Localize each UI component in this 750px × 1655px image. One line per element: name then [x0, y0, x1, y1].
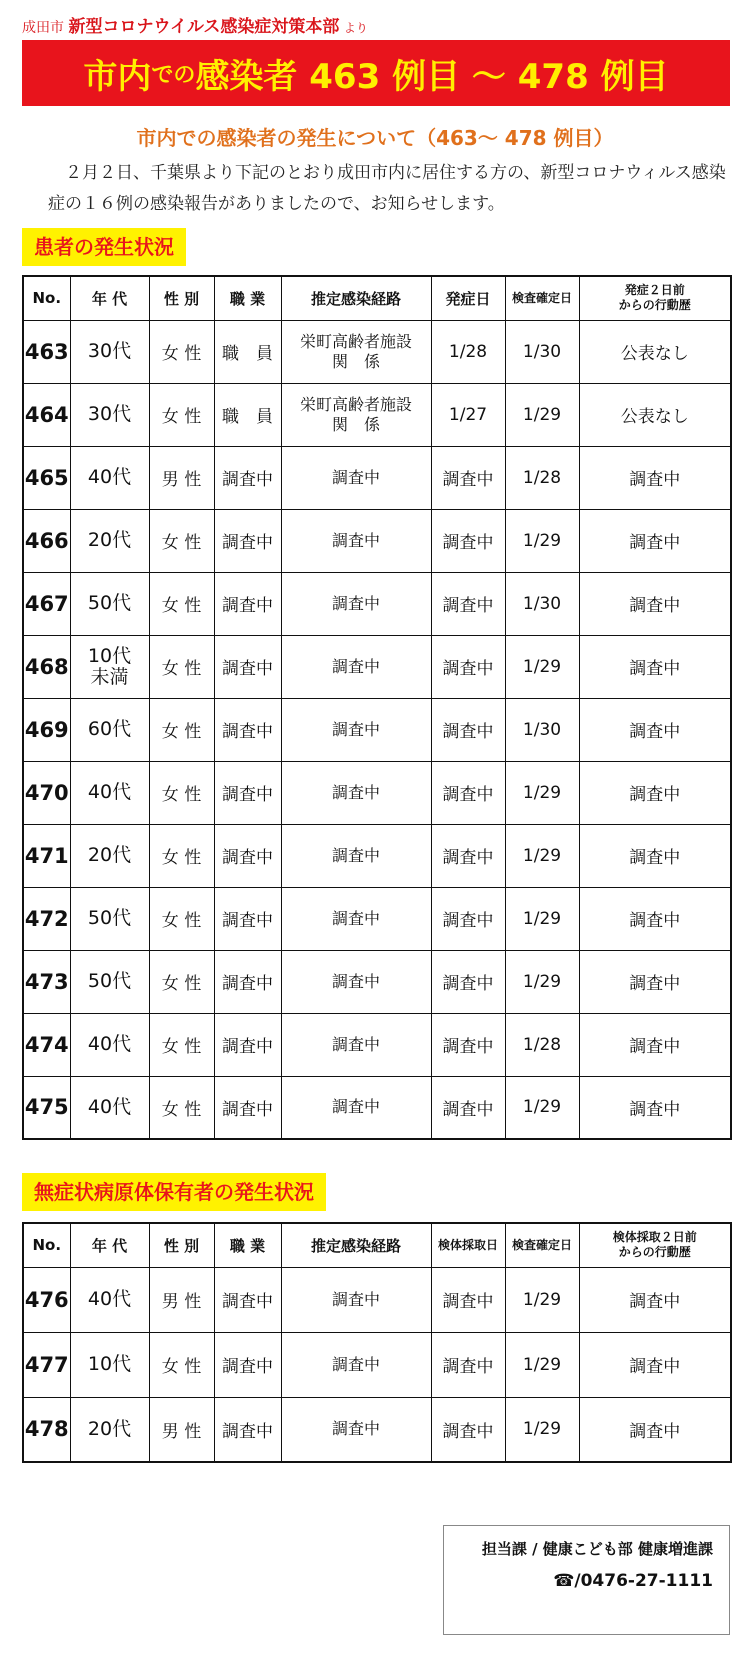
- sex-cell: 女 性: [149, 1332, 214, 1397]
- contact-tel: ☎/0476-27-1111: [553, 1571, 713, 1591]
- table-row: [23, 824, 731, 887]
- job-cell: 調査中: [214, 446, 281, 509]
- title-banner: [22, 40, 730, 106]
- column-header: 検査確定日: [505, 1223, 579, 1267]
- column-header: 推定感染経路: [281, 276, 431, 320]
- table-row: [23, 950, 731, 1013]
- job-cell: 調査中: [214, 698, 281, 761]
- route-cell: 調査中: [281, 572, 431, 635]
- route-cell: 調査中: [281, 635, 431, 698]
- table-row: [23, 383, 731, 446]
- history-cell: 調査中: [579, 1267, 731, 1332]
- job-cell: 調査中: [214, 950, 281, 1013]
- route-cell: 調査中: [281, 1332, 431, 1397]
- column-header: 検体採取２日前 からの行動歴: [579, 1223, 731, 1267]
- case-number: 470: [23, 761, 70, 824]
- confirmed-cell: 1/29: [505, 1332, 579, 1397]
- header-city: 成田市: [22, 20, 64, 36]
- history-cell: 調査中: [579, 761, 731, 824]
- age-cell: 50代: [70, 572, 149, 635]
- confirmed-cell: 1/29: [505, 1267, 579, 1332]
- job-cell: 調査中: [214, 635, 281, 698]
- banner-part3: 感染者 463 例目 ～ 478 例目: [195, 56, 669, 97]
- confirmed-cell: 1/29: [505, 635, 579, 698]
- route-cell: 栄町高齢者施設 関 係: [281, 383, 431, 446]
- route-cell: 調査中: [281, 887, 431, 950]
- confirmed-cell: 1/30: [505, 698, 579, 761]
- onset-cell: 調査中: [431, 824, 505, 887]
- onset-cell: 調査中: [431, 509, 505, 572]
- age-cell: 10代: [70, 1332, 149, 1397]
- subtitle: 市内での感染者の発生について（463～ 478 例目）: [136, 126, 614, 150]
- table-row: [23, 1332, 731, 1397]
- history-cell: 調査中: [579, 698, 731, 761]
- column-header: 年 代: [70, 276, 149, 320]
- case-number: 471: [23, 824, 70, 887]
- history-cell: 調査中: [579, 950, 731, 1013]
- case-number: 474: [23, 1013, 70, 1076]
- confirmed-cell: 1/29: [505, 824, 579, 887]
- route-cell: 調査中: [281, 698, 431, 761]
- age-cell: 40代: [70, 1013, 149, 1076]
- column-header: 検査確定日: [505, 276, 579, 320]
- job-cell: 調査中: [214, 1397, 281, 1462]
- sex-cell: 女 性: [149, 320, 214, 383]
- age-cell: 60代: [70, 698, 149, 761]
- sex-cell: 女 性: [149, 698, 214, 761]
- case-number: 473: [23, 950, 70, 1013]
- confirmed-cell: 1/29: [505, 887, 579, 950]
- column-header: No.: [23, 1223, 70, 1267]
- confirmed-cell: 1/29: [505, 383, 579, 446]
- case-number: 477: [23, 1332, 70, 1397]
- sex-cell: 男 性: [149, 1267, 214, 1332]
- sex-cell: 女 性: [149, 509, 214, 572]
- confirmed-cell: 1/29: [505, 1397, 579, 1462]
- history-cell: 調査中: [579, 509, 731, 572]
- age-cell: 40代: [70, 761, 149, 824]
- route-cell: 調査中: [281, 1397, 431, 1462]
- job-cell: 調査中: [214, 1267, 281, 1332]
- history-cell: 調査中: [579, 635, 731, 698]
- table-row: [23, 761, 731, 824]
- age-cell: 20代: [70, 509, 149, 572]
- table-row: [23, 698, 731, 761]
- job-cell: 調査中: [214, 1013, 281, 1076]
- header-hq: 新型コロナウイルス感染症対策本部: [68, 17, 340, 37]
- route-cell: 調査中: [281, 1267, 431, 1332]
- confirmed-cell: 1/29: [505, 761, 579, 824]
- history-cell: 調査中: [579, 1397, 731, 1462]
- onset-cell: 調査中: [431, 698, 505, 761]
- onset-cell: 調査中: [431, 761, 505, 824]
- age-cell: 30代: [70, 320, 149, 383]
- history-cell: 調査中: [579, 824, 731, 887]
- table-row: [23, 572, 731, 635]
- table-header-row: [23, 1223, 731, 1267]
- column-header: 性 別: [149, 276, 214, 320]
- banner-part1: 市内: [83, 56, 152, 97]
- case-number: 463: [23, 320, 70, 383]
- job-cell: 調査中: [214, 761, 281, 824]
- confirmed-cell: 1/29: [505, 950, 579, 1013]
- column-header: 職 業: [214, 1223, 281, 1267]
- history-cell: 公表なし: [579, 383, 731, 446]
- sex-cell: 男 性: [149, 1397, 214, 1462]
- job-cell: 調査中: [214, 572, 281, 635]
- column-header: 推定感染経路: [281, 1223, 431, 1267]
- case-number: 465: [23, 446, 70, 509]
- case-number: 464: [23, 383, 70, 446]
- table-row: [23, 635, 731, 698]
- history-cell: 公表なし: [579, 320, 731, 383]
- route-cell: 栄町高齢者施設 関 係: [281, 320, 431, 383]
- onset-cell: 調査中: [431, 1076, 505, 1139]
- column-header: 職 業: [214, 276, 281, 320]
- table-row: [23, 1013, 731, 1076]
- sex-cell: 女 性: [149, 824, 214, 887]
- table-row: [23, 1267, 731, 1332]
- confirmed-cell: 1/29: [505, 1076, 579, 1139]
- table-row: [23, 446, 731, 509]
- job-cell: 調査中: [214, 1076, 281, 1139]
- table-row: [23, 1397, 731, 1462]
- history-cell: 調査中: [579, 446, 731, 509]
- case-number: 467: [23, 572, 70, 635]
- onset-cell: 調査中: [431, 1267, 505, 1332]
- patients-label: 患者の発生状況: [22, 228, 186, 266]
- column-header: 年 代: [70, 1223, 149, 1267]
- case-number: 469: [23, 698, 70, 761]
- job-cell: 調査中: [214, 1332, 281, 1397]
- job-cell: 職 員: [214, 320, 281, 383]
- column-header: 検体採取日: [431, 1223, 505, 1267]
- route-cell: 調査中: [281, 950, 431, 1013]
- history-cell: 調査中: [579, 1332, 731, 1397]
- onset-cell: 1/27: [431, 383, 505, 446]
- header-line: [22, 12, 368, 37]
- sex-cell: 女 性: [149, 383, 214, 446]
- table-row: [23, 887, 731, 950]
- sex-cell: 女 性: [149, 887, 214, 950]
- onset-cell: 調査中: [431, 635, 505, 698]
- route-cell: 調査中: [281, 1076, 431, 1139]
- contact-box: [443, 1525, 730, 1635]
- sex-cell: 女 性: [149, 1076, 214, 1139]
- route-cell: 調査中: [281, 824, 431, 887]
- onset-cell: 調査中: [431, 1397, 505, 1462]
- case-number: 478: [23, 1397, 70, 1462]
- route-cell: 調査中: [281, 509, 431, 572]
- header-yori: より: [343, 21, 368, 35]
- age-cell: 20代: [70, 824, 149, 887]
- age-cell: 10代 未満: [70, 635, 149, 698]
- column-header: 発症２日前 からの行動歴: [579, 276, 731, 320]
- onset-cell: 調査中: [431, 1332, 505, 1397]
- confirmed-cell: 1/28: [505, 1013, 579, 1076]
- confirmed-cell: 1/30: [505, 572, 579, 635]
- history-cell: 調査中: [579, 572, 731, 635]
- table-row: [23, 509, 731, 572]
- case-number: 468: [23, 635, 70, 698]
- onset-cell: 調査中: [431, 1013, 505, 1076]
- route-cell: 調査中: [281, 761, 431, 824]
- sex-cell: 男 性: [149, 446, 214, 509]
- job-cell: 調査中: [214, 824, 281, 887]
- age-cell: 30代: [70, 383, 149, 446]
- asymptomatic-table: [22, 1222, 732, 1463]
- patients-table: [22, 275, 732, 1140]
- case-number: 476: [23, 1267, 70, 1332]
- contact-dept: 担当課 / 健康こども部 健康増進課: [481, 1540, 713, 1558]
- asymptomatic-label: 無症状病原体保有者の発生状況: [22, 1173, 326, 1211]
- table-row: [23, 1076, 731, 1139]
- sex-cell: 女 性: [149, 572, 214, 635]
- table-header-row: [23, 276, 731, 320]
- onset-cell: 調査中: [431, 446, 505, 509]
- column-header: No.: [23, 276, 70, 320]
- age-cell: 40代: [70, 1267, 149, 1332]
- job-cell: 調査中: [214, 887, 281, 950]
- job-cell: 調査中: [214, 509, 281, 572]
- case-number: 475: [23, 1076, 70, 1139]
- onset-cell: 調査中: [431, 572, 505, 635]
- onset-cell: 1/28: [431, 320, 505, 383]
- column-header: 発症日: [431, 276, 505, 320]
- onset-cell: 調査中: [431, 887, 505, 950]
- age-cell: 40代: [70, 446, 149, 509]
- job-cell: 職 員: [214, 383, 281, 446]
- sex-cell: 女 性: [149, 761, 214, 824]
- banner-part2: での: [151, 62, 196, 88]
- case-number: 466: [23, 509, 70, 572]
- route-cell: 調査中: [281, 1013, 431, 1076]
- onset-cell: 調査中: [431, 950, 505, 1013]
- history-cell: 調査中: [579, 1076, 731, 1139]
- sex-cell: 女 性: [149, 950, 214, 1013]
- history-cell: 調査中: [579, 1013, 731, 1076]
- column-header: 性 別: [149, 1223, 214, 1267]
- age-cell: 50代: [70, 887, 149, 950]
- confirmed-cell: 1/29: [505, 509, 579, 572]
- age-cell: 20代: [70, 1397, 149, 1462]
- age-cell: 40代: [70, 1076, 149, 1139]
- table-row: [23, 320, 731, 383]
- sex-cell: 女 性: [149, 1013, 214, 1076]
- sex-cell: 女 性: [149, 635, 214, 698]
- intro-paragraph: ２月２日、千葉県より下記のとおり成田市内に居住する方の、新型コロナウィルス感染症の１６例の感染報告がありましたので、お知らせします。: [48, 163, 726, 214]
- history-cell: 調査中: [579, 887, 731, 950]
- route-cell: 調査中: [281, 446, 431, 509]
- confirmed-cell: 1/28: [505, 446, 579, 509]
- case-number: 472: [23, 887, 70, 950]
- age-cell: 50代: [70, 950, 149, 1013]
- confirmed-cell: 1/30: [505, 320, 579, 383]
